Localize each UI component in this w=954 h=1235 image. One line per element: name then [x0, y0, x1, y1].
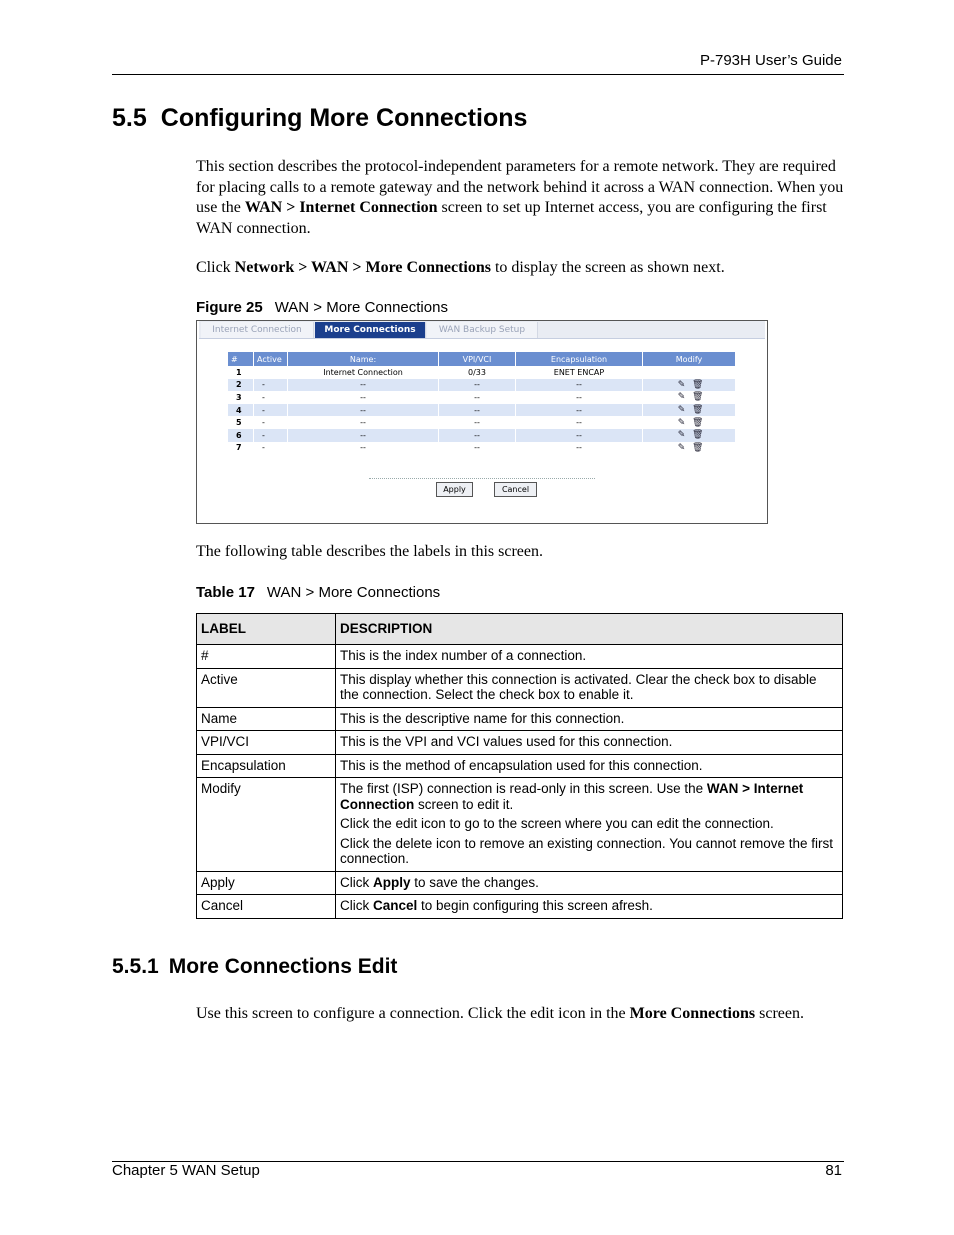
table-row [197, 778, 843, 872]
tab-more-connections[interactable]: More Connections [315, 322, 426, 338]
row-name: -- [288, 416, 439, 429]
row-vpi-vci: -- [439, 404, 516, 417]
row-description: This is the method of encapsulation used for this connection. [336, 754, 843, 778]
row-label: Modify [197, 778, 336, 872]
row-active [254, 366, 288, 379]
row-modify [643, 379, 736, 392]
col-active: Active [254, 352, 288, 366]
intro-paragraph-2 [196, 258, 846, 279]
intro2-text: Click [196, 259, 235, 276]
desc-text: The first (ISP) connection is read-only in this screen. Use the [340, 781, 707, 796]
row-active: - [254, 379, 288, 392]
row-name: -- [288, 379, 439, 392]
row-vpi-vci: 0/33 [439, 366, 516, 379]
table-row [197, 754, 843, 778]
table-row [197, 707, 843, 731]
subsection-heading [112, 955, 397, 979]
row-name: -- [288, 429, 439, 442]
desc-text-end: screen to edit it. [414, 796, 514, 812]
intro-bold-path: WAN > Internet Connection [244, 199, 438, 216]
sub-bold: More Connections [629, 1005, 756, 1022]
row-name: -- [288, 442, 439, 455]
desc-text: Click [340, 898, 373, 913]
col-modify: Modify [643, 352, 736, 366]
row-modify [643, 366, 736, 379]
delete-icon[interactable]: 🗑 [692, 392, 704, 403]
row-index: 5 [228, 416, 254, 429]
row-encapsulation: -- [516, 429, 643, 442]
row-label: Active [197, 668, 336, 707]
divider [369, 478, 595, 479]
tab-internet-connection[interactable]: Internet Connection [201, 322, 314, 338]
header-rule [112, 74, 844, 75]
row-label: Encapsulation [197, 754, 336, 778]
delete-icon[interactable]: 🗑 [692, 417, 704, 428]
delete-icon[interactable]: 🗑 [692, 405, 704, 416]
intro2-text-end: to display the screen as shown next. [490, 259, 725, 276]
table-row [197, 645, 843, 669]
row-label: # [197, 645, 336, 669]
edit-icon[interactable]: ✎ [677, 430, 686, 441]
figure-caption [196, 299, 448, 316]
section-title: Configuring More Connections [160, 104, 528, 132]
row-index: 6 [228, 429, 254, 442]
row-modify [643, 442, 736, 455]
row-active: - [254, 404, 288, 417]
table-row [228, 379, 736, 392]
table-row [228, 429, 736, 442]
row-modify [643, 429, 736, 442]
delete-icon[interactable]: 🗑 [692, 442, 704, 453]
page-number: 81 [825, 1162, 842, 1179]
delete-icon[interactable]: 🗑 [692, 430, 704, 441]
row-modify [643, 391, 736, 404]
subsection-paragraph [196, 1004, 856, 1025]
table-intro: The following table describes the labels in this screen. [196, 543, 544, 560]
table-row [197, 668, 843, 707]
edit-icon[interactable]: ✎ [677, 392, 686, 403]
row-label: VPI/VCI [197, 731, 336, 755]
row-label: Apply [197, 871, 336, 895]
row-vpi-vci: -- [439, 379, 516, 392]
row-description [336, 871, 843, 895]
row-index: 2 [228, 379, 254, 392]
table-caption-text: WAN > More Connections [266, 584, 441, 601]
col-index: # [228, 352, 254, 366]
table-row [228, 404, 736, 417]
table-caption [196, 584, 440, 601]
intro-paragraph-1 [196, 157, 846, 239]
row-description: This display whether this connection is activated. Clear the check box to disable the connection. Select the check box to enable it. [336, 668, 843, 707]
figure-label: Figure 25 [196, 299, 263, 316]
row-description: This is the VPI and VCI values used for this connection. [336, 731, 843, 755]
modify-desc-p3: Click the delete icon to remove an existing connection. You cannot remove the first connection. [340, 835, 834, 866]
row-vpi-vci: -- [439, 429, 516, 442]
table-row [197, 895, 843, 919]
header-label: LABEL [197, 614, 336, 645]
intro-text-end: screen to set up Internet access, you are configuring the first WAN connection. [196, 199, 827, 237]
delete-icon[interactable]: 🗑 [692, 379, 704, 390]
row-description [336, 895, 843, 919]
figure-caption-text: WAN > More Connections [274, 299, 448, 316]
row-encapsulation: -- [516, 379, 643, 392]
row-vpi-vci: -- [439, 416, 516, 429]
row-index: 3 [228, 391, 254, 404]
modify-desc-p2: Click the edit icon to go to the screen where you can edit the connection. [340, 816, 774, 831]
cancel-button[interactable]: Cancel [494, 482, 537, 497]
row-encapsulation: -- [516, 442, 643, 455]
desc-bold: WAN > Internet Connection [340, 781, 804, 812]
desc-bold: Apply [373, 874, 411, 890]
row-vpi-vci: -- [439, 391, 516, 404]
edit-icon[interactable]: ✎ [677, 405, 686, 416]
row-vpi-vci: -- [439, 442, 516, 455]
row-description: This is the descriptive name for this connection. [336, 707, 843, 731]
intro2-bold-path: Network > WAN > More Connections [234, 259, 491, 276]
row-modify [643, 404, 736, 417]
row-active: - [254, 429, 288, 442]
desc-text-end: to begin configuring this screen afresh. [417, 898, 653, 913]
row-label: Name [197, 707, 336, 731]
row-name: -- [288, 404, 439, 417]
row-index: 1 [228, 366, 254, 379]
table-row [197, 731, 843, 755]
row-encapsulation: -- [516, 391, 643, 404]
table-row [197, 871, 843, 895]
table-row [228, 391, 736, 404]
table-row [228, 416, 736, 429]
footer-chapter: Chapter 5 WAN Setup [112, 1162, 260, 1179]
col-name: Name: [288, 352, 439, 366]
row-modify [643, 416, 736, 429]
row-label: Cancel [197, 895, 336, 919]
edit-icon[interactable]: ✎ [677, 379, 686, 390]
intro-text: This section describes the protocol-independent parameters for a remote network. They are required for placing calls to a remote gateway and the network behind it across a WAN connection. When you use the [196, 158, 844, 216]
edit-icon[interactable]: ✎ [677, 442, 686, 453]
row-encapsulation: ENET ENCAP [516, 366, 643, 379]
desc-text-end: to save the changes. [410, 874, 539, 890]
subsection-number: 5.5.1 [112, 955, 159, 978]
subsection-title: More Connections Edit [168, 955, 398, 978]
figure-screenshot [196, 320, 768, 524]
apply-button[interactable]: Apply [436, 482, 473, 497]
row-name: Internet Connection [288, 366, 439, 379]
table-header-row [197, 614, 843, 645]
modify-desc-p1 [340, 781, 838, 812]
header-description: DESCRIPTION [336, 614, 843, 645]
table-row [228, 442, 736, 455]
tab-wan-backup-setup[interactable]: WAN Backup Setup [427, 322, 538, 338]
guide-title: P-793H User’s Guide [699, 52, 842, 69]
label-description-table [196, 613, 843, 919]
section-number: 5.5 [112, 104, 147, 132]
desc-text: Click [340, 874, 373, 890]
connections-header-row [228, 352, 736, 366]
row-description [336, 778, 843, 872]
row-active: - [254, 416, 288, 429]
sub-text: Use this screen to configure a connection. Click the edit icon in the [196, 1005, 630, 1022]
tab-bar [199, 321, 765, 339]
row-index: 7 [228, 442, 254, 455]
desc-bold: Cancel [373, 898, 418, 913]
sub-text-end: screen. [755, 1005, 804, 1022]
row-index: 4 [228, 404, 254, 417]
row-name: -- [288, 391, 439, 404]
row-encapsulation: -- [516, 416, 643, 429]
table-row [228, 366, 736, 379]
row-encapsulation: -- [516, 404, 643, 417]
row-active: - [254, 442, 288, 455]
col-vpi-vci: VPI/VCI [439, 352, 516, 366]
row-active: - [254, 391, 288, 404]
row-description: This is the index number of a connection. [336, 645, 843, 669]
edit-icon[interactable]: ✎ [677, 417, 686, 428]
table-label: Table 17 [196, 584, 255, 601]
col-encapsulation: Encapsulation [516, 352, 643, 366]
connections-table [228, 352, 736, 454]
section-heading [112, 104, 527, 133]
